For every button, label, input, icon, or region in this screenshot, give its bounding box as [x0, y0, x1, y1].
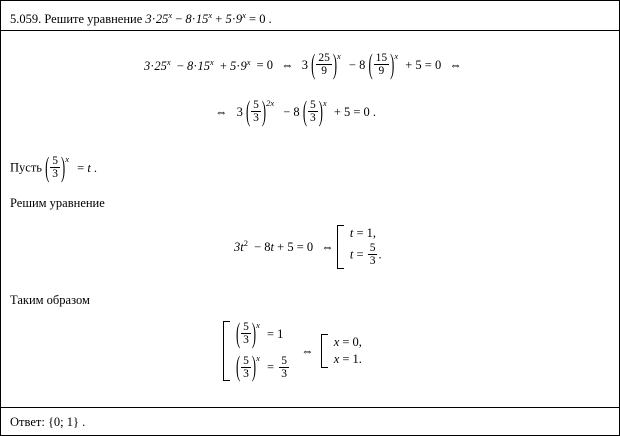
answer-value: {0; 1} .	[47, 415, 86, 429]
final-answers-system	[321, 334, 362, 368]
substitution-label: Пусть	[10, 160, 42, 175]
substitution-line: Пусть ( $\frac{5}{3}$ )$^x$ = t .	[10, 151, 98, 184]
problem-equation: $3\cdot 25^x - 8\cdot 15^x + 5\cdot 9^x = 0$ .	[145, 10, 272, 27]
problem-number: 5.059.	[10, 12, 42, 27]
root-case-2: t = $\frac{5}{3}$ .	[349, 242, 382, 268]
quadratic-roots-system	[337, 225, 382, 269]
thus-label: Таким образом	[10, 293, 90, 307]
fraction-5-3-squared: ( $\frac{5}{3}$ )$^{2x}$	[246, 95, 275, 128]
final-answer-1: x = 0,	[333, 335, 362, 350]
step2-equation: ⇔ 3 ( $\frac{5}{3}$ )$^{2x}$ − 8 ( $\frac{5}{3}$ )$^x$ + 5 = 0 .	[215, 95, 377, 128]
solve-label: Решим уравнение	[10, 196, 105, 210]
fraction-15-9: ( $\frac{15}{9}$ )$^x$	[368, 48, 399, 81]
final-system-left	[223, 317, 290, 383]
final-system: ( $\frac{5}{3}$ )$^x$ = 1 ( $\frac{5}{3}$ )$^x$ = $\frac{5}{3}$ ⇔ x = 0, x = 1.	[223, 321, 362, 381]
final-case-1: ( $\frac{5}{3}$ )$^x$ = 1	[236, 317, 284, 350]
answer-label: Ответ:	[10, 415, 45, 429]
problem-title	[10, 10, 272, 27]
fraction-5-3-substitution: ( $\frac{5}{3}$ )$^x$	[45, 151, 69, 184]
problem-instruction: Решите уравнение	[44, 12, 143, 27]
divider-bottom	[1, 407, 619, 408]
quadratic-equation: $3t^2 - 8t + 5 = 0$ ⇔ t = 1, t = $\frac{5}{3}$ .	[234, 226, 382, 268]
answer-line	[10, 415, 85, 430]
root-case-1: t = 1,	[349, 226, 377, 240]
divider-top	[1, 30, 619, 31]
final-answer-2: x = 1.	[333, 352, 362, 367]
step1-equation: $3\cdot 25^x - 8\cdot 15^x + 5\cdot 9^x = 0$ ⇔ 3 ( $\frac{25}{9}$ )$^x$ − 8 ( $\frac{15}{9}$ )$^x$ + 5 = 0 ⇔	[144, 48, 462, 81]
fraction-5-3-x: ( $\frac{5}{3}$ )$^x$	[302, 95, 327, 128]
final-case-2: ( $\frac{5}{3}$ )$^x$ = $\frac{5}{3}$	[236, 350, 287, 383]
fraction-25-9: ( $\frac{25}{9}$ )$^x$	[311, 48, 341, 81]
